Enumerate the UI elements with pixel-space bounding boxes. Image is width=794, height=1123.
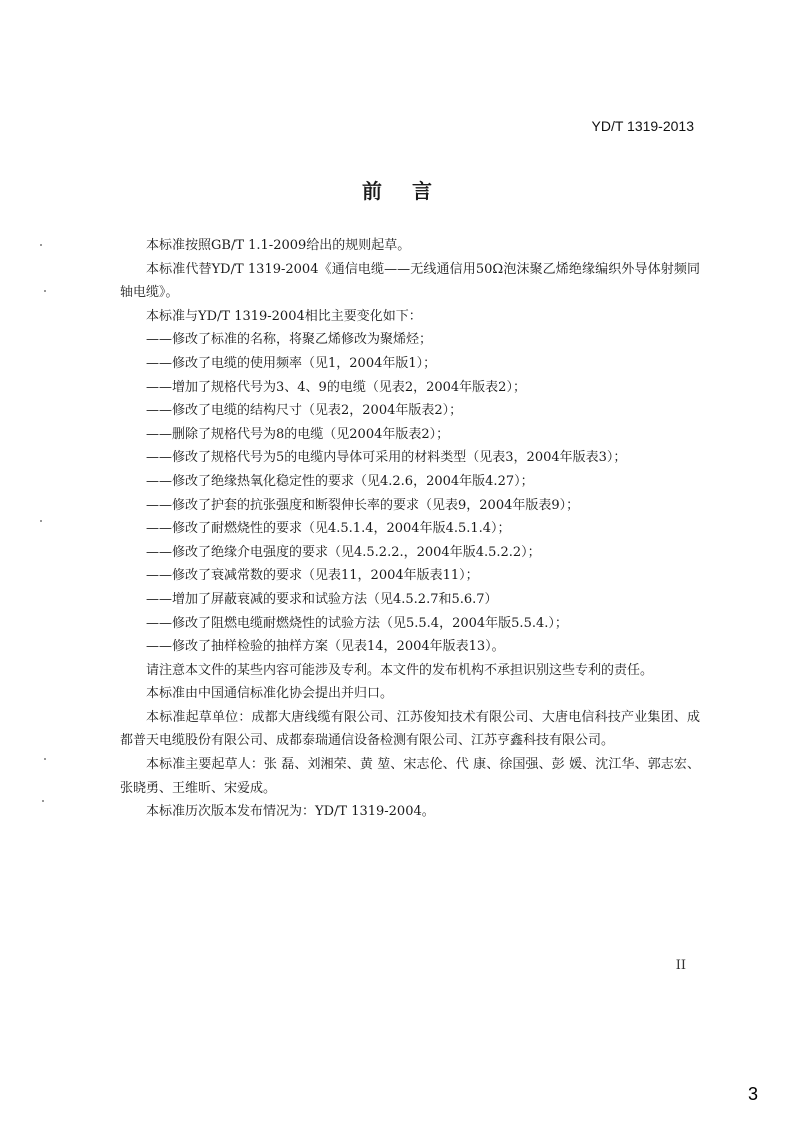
scan-speck (40, 244, 42, 246)
list-item: ——修改了绝缘热氧化稳定性的要求（见4.2.6，2004年版4.27）； (146, 473, 534, 489)
list-item: ——修改了电缆的结构尺寸（见表2，2004年版表2）； (146, 403, 463, 419)
list-item: ——删除了规格代号为8的电缆（见2004年版表2）； (146, 426, 450, 442)
page-title: 前言 (362, 179, 462, 203)
paragraph: 本标准代替YD/T 1319-2004《通信电缆——无线通信用50Ω泡沫聚乙烯绝缘编织外导体射频同轴电缆》。 (120, 261, 700, 301)
list-item: ——修改了绝缘介电强度的要求（见4.5.2.2.，2004年版4.5.2.2）； (146, 544, 541, 560)
list-item: ——修改了抽样检验的抽样方案（见表14，2004年版表13）。 (146, 639, 505, 655)
scan-speck (44, 758, 46, 760)
list-item: ——修改了护套的抗张强度和断裂伸长率的要求（见表9，2004年版表9）； (146, 497, 580, 513)
paragraph: 本标准由中国通信标准化协会提出并归口。 (146, 686, 394, 702)
document-body (120, 234, 700, 824)
paragraph: 本标准按照GB/T 1.1-2009给出的规则起草。 (146, 238, 411, 253)
paragraph: 本标准主要起草人：张 磊、刘湘荣、黄 堃、宋志伦、代 康、徐国强、彭 媛、沈江华、郭志宏、张晓勇、王维昕、宋爱成。 (120, 757, 700, 796)
list-item: ——增加了规格代号为3、4、9的电缆（见表2，2004年版表2）； (146, 379, 526, 395)
list-item: ——修改了耐燃烧性的要求（见4.5.1.4，2004年版4.5.1.4）； (146, 521, 511, 537)
scan-speck (42, 800, 44, 802)
scan-speck (40, 520, 42, 522)
list-item: ——修改了阻燃电缆耐燃烧性的试验方法（见5.5.4，2004年版5.5.4.）； (146, 615, 568, 631)
list-item: ——修改了电缆的使用频率（见1，2004年版1）； (146, 355, 437, 371)
roman-page-number: II (675, 958, 686, 973)
list-item: ——修改了衰减常数的要求（见表11，2004年版表11）； (146, 568, 479, 584)
paragraph: 本标准起草单位：成都大唐线缆有限公司、江苏俊知技术有限公司、大唐电信科技产业集团、成都普天电缆股份有限公司、成都泰瑞通信设备检测有限公司、江苏亨鑫科技有限公司。 (120, 709, 700, 749)
document-code: YD/T 1319-2013 (591, 118, 694, 134)
list-item: ——增加了屏蔽衰减的要求和试验方法（见4.5.2.7和5.6.7） (146, 591, 498, 607)
paragraph: 本标准历次版本发布情况为：YD/T 1319-2004。 (146, 804, 435, 820)
paragraph: 请注意本文件的某些内容可能涉及专利。本文件的发布机构不承担识别这些专利的责任。 (146, 662, 654, 678)
page-number: 3 (747, 1084, 758, 1104)
list-item: ——修改了标准的名称，将聚乙烯修改为聚烯烃； (146, 332, 433, 348)
list-item: ——修改了规格代号为5的电缆内导体可采用的材料类型（见表3，2004年版表3）； (146, 450, 627, 466)
paragraph: 本标准与YD/T 1319-2004相比主要变化如下： (146, 308, 422, 324)
scan-speck (44, 290, 46, 292)
